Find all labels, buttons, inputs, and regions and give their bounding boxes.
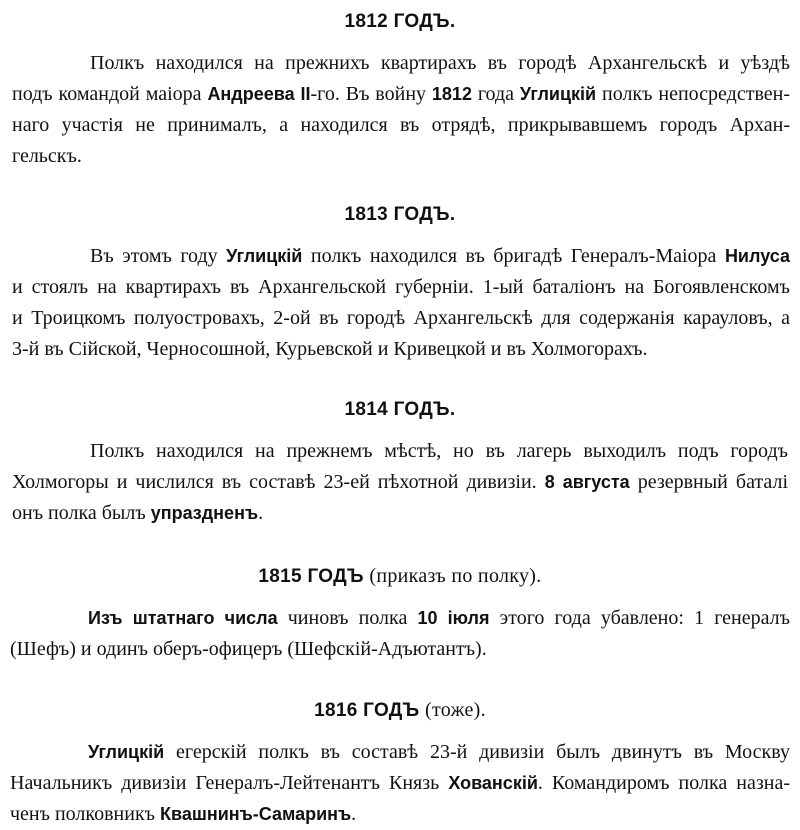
section-paragraph [0, 603, 800, 665]
text-run: . [351, 803, 357, 825]
text-run: ченъ полковникъ [10, 803, 161, 825]
section-1814 [0, 398, 800, 529]
emphasized-text: 1812 [431, 84, 472, 104]
emphasized-text: Квашнинъ-Самаринъ [160, 804, 352, 824]
text-run: Полкъ находился на прежнемъ мѣстѣ, но въ лагерь выходилъ подъ городъ [90, 440, 788, 462]
year-heading: 1812 ГОДЪ. [344, 11, 456, 32]
text-line [12, 436, 788, 467]
text-line [12, 241, 790, 272]
section-1813 [0, 203, 800, 365]
section-paragraph [0, 436, 800, 529]
emphasized-text: 8 августа [544, 472, 630, 492]
section-paragraph [0, 48, 800, 172]
text-line [10, 768, 790, 799]
section-paragraph [0, 737, 800, 830]
emphasized-text: Изъ штатнаго числа [88, 608, 278, 628]
text-line [10, 799, 790, 830]
year-heading: 1813 ГОДЪ. [344, 204, 456, 225]
emphasized-text: упраздненъ [150, 503, 259, 523]
text-line [12, 110, 790, 141]
year-heading: 1814 ГОДЪ. [344, 399, 456, 420]
text-run: года [471, 83, 520, 105]
text-run: онъ полка былъ [12, 502, 151, 524]
text-line [12, 334, 790, 365]
text-run: 3-й въ Сійской, Черносошной, Курьевской и Кривецкой и въ Холмогорахъ. [12, 338, 648, 360]
emphasized-text: Нилуса [724, 246, 791, 266]
section-heading [0, 398, 800, 422]
emphasized-text: Углицкій [519, 84, 597, 104]
text-run: Холмогоры и числился въ составѣ 23-ей пѣхотной дивизіи. [12, 471, 545, 493]
emphasized-text: 10 іюля [417, 608, 490, 628]
section-heading [0, 564, 800, 589]
section-heading [0, 10, 800, 34]
heading-note: (тоже). [425, 699, 486, 721]
text-line [12, 498, 788, 529]
text-line [10, 737, 790, 768]
text-run: этого года убавлено: 1 генералъ [489, 607, 790, 629]
text-run: (Шефъ) и одинъ оберъ-офицеръ (Шефскій-Адъютантъ). [10, 638, 487, 660]
section-1816 [0, 698, 800, 830]
text-run: чиновъ полка [277, 607, 418, 629]
text-run: резервный батал [629, 471, 783, 493]
emphasized-text: Андреева II [207, 84, 311, 104]
section-heading [0, 203, 800, 227]
section-heading [0, 698, 800, 723]
section-1815 [0, 564, 800, 665]
text-run: наго участія не принималъ, а находился въ отрядѣ, прикрывавшемъ городъ Архан- [12, 114, 790, 136]
text-line [12, 48, 790, 79]
text-run: . Командиромъ полка назна- [537, 772, 790, 794]
emphasized-text: Углицкій [226, 246, 303, 266]
text-run: Полкъ находился на прежнихъ квартирахъ въ городѣ Архангельскѣ и уѣздѣ [90, 52, 790, 74]
text-run: Въ этомъ году [90, 245, 227, 267]
text-run: Начальникъ дивизіи Генералъ-Лейтенантъ Князь [10, 772, 449, 794]
emphasized-text: Углицкій [88, 742, 165, 762]
text-run: . [258, 502, 264, 524]
text-line [12, 303, 790, 334]
text-run: полкъ находился въ бригадѣ Генералъ-Маіора [302, 245, 725, 267]
text-line [10, 603, 790, 634]
text-run: егерскій полкъ въ составѣ 23-й дивизіи былъ двинутъ въ Москву [164, 741, 790, 763]
text-line [12, 141, 790, 172]
text-line [12, 272, 790, 303]
text-run: подъ командой маіора [12, 83, 208, 105]
text-run: і [782, 471, 789, 493]
text-line [12, 79, 790, 110]
year-heading: 1816 ГОДЪ [314, 700, 420, 721]
year-heading: 1815 ГОДЪ [258, 566, 364, 587]
text-run: гельскъ. [12, 145, 82, 167]
text-line [12, 467, 788, 498]
text-run: и стоялъ на квартирахъ въ Архангельской губерніи. 1-ый баталіонъ на Богоявленскомъ [12, 276, 790, 298]
text-run: полкъ непосредствен- [596, 83, 791, 105]
section-1812 [0, 10, 800, 172]
emphasized-text: Хованскій [448, 773, 538, 793]
text-run: и Троицкомъ полуостровахъ, 2-ой въ городѣ Архангельскѣ для содержанія карауловъ, а [12, 307, 790, 329]
section-paragraph [0, 241, 800, 365]
text-line [10, 634, 790, 665]
text-run: -го. Въ войну [310, 83, 432, 105]
heading-note: (приказъ по полку). [369, 565, 542, 587]
